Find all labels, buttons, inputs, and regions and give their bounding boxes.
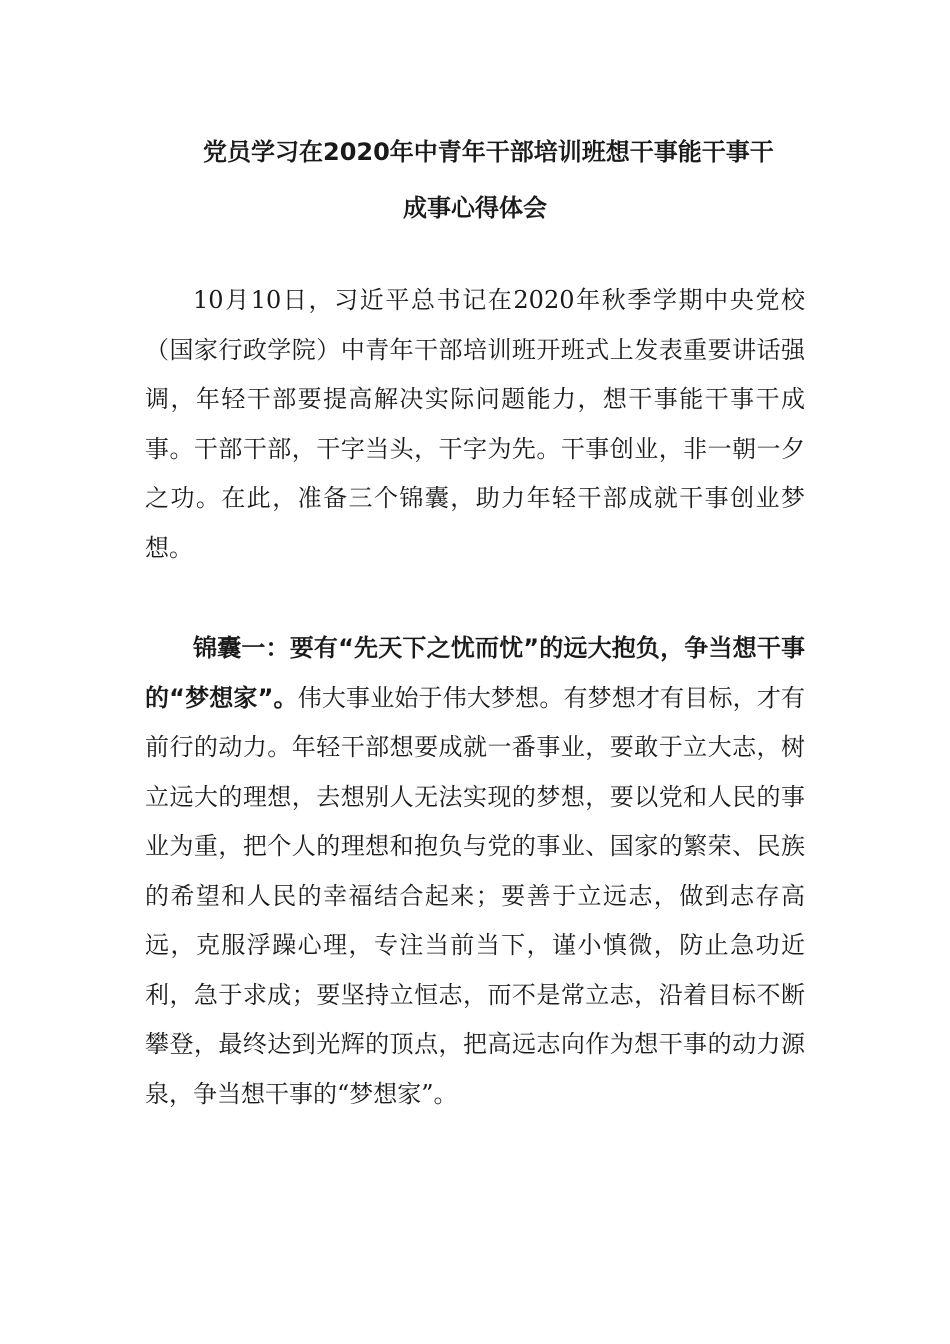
paragraph-tip-one-heading: 锦囊一：要有“先天下之忧而忧”的远大抱负，争当想干事的“梦想家”。 bbox=[145, 634, 805, 712]
title-line-2: 成事心得体会 bbox=[403, 194, 547, 222]
paragraph-intro bbox=[145, 276, 805, 573]
paragraph-tip-one-text: 伟大事业始于伟大梦想。有梦想才有目标，才有前行的动力。年轻干部想要成就一番事业，要敢于立大志，树立远大的理想，去想别人无法实现的梦想，要以党和人民的事业为重，把个人的理想和抱负与党的事业、国家的繁荣、民族的希望和人民的幸福结合起来；要善于立远志，做到志存高远，克服浮躁心理，专注当前当下，谨小慎微，防止急功近利，急于求成；要坚持立恒志，而不是常立志，沿着目标不断攀登，最终达到光辉的顶点，把高远志向作为想干事的动力源泉，争当想干事的“梦想家”。 bbox=[145, 683, 806, 1108]
title-line-1: 党员学习在2020年中青年干部培训班想干事能干事干 bbox=[203, 138, 774, 166]
paragraph-intro-text: 10月10日，习近平总书记在2020年秋季学期中央党校（国家行政学院）中青年干部培训班开班式上发表重要讲话强调，年轻干部要提高解决实际问题能力，想干事能干事干成事。干部干部，干字当头，干字为先。干事创业，非一朝一夕之功。在此，准备三个锦囊，助力年轻干部成就干事创业梦想。 bbox=[145, 286, 805, 562]
paragraph-tip-one bbox=[145, 624, 805, 1119]
document-title bbox=[145, 124, 805, 236]
